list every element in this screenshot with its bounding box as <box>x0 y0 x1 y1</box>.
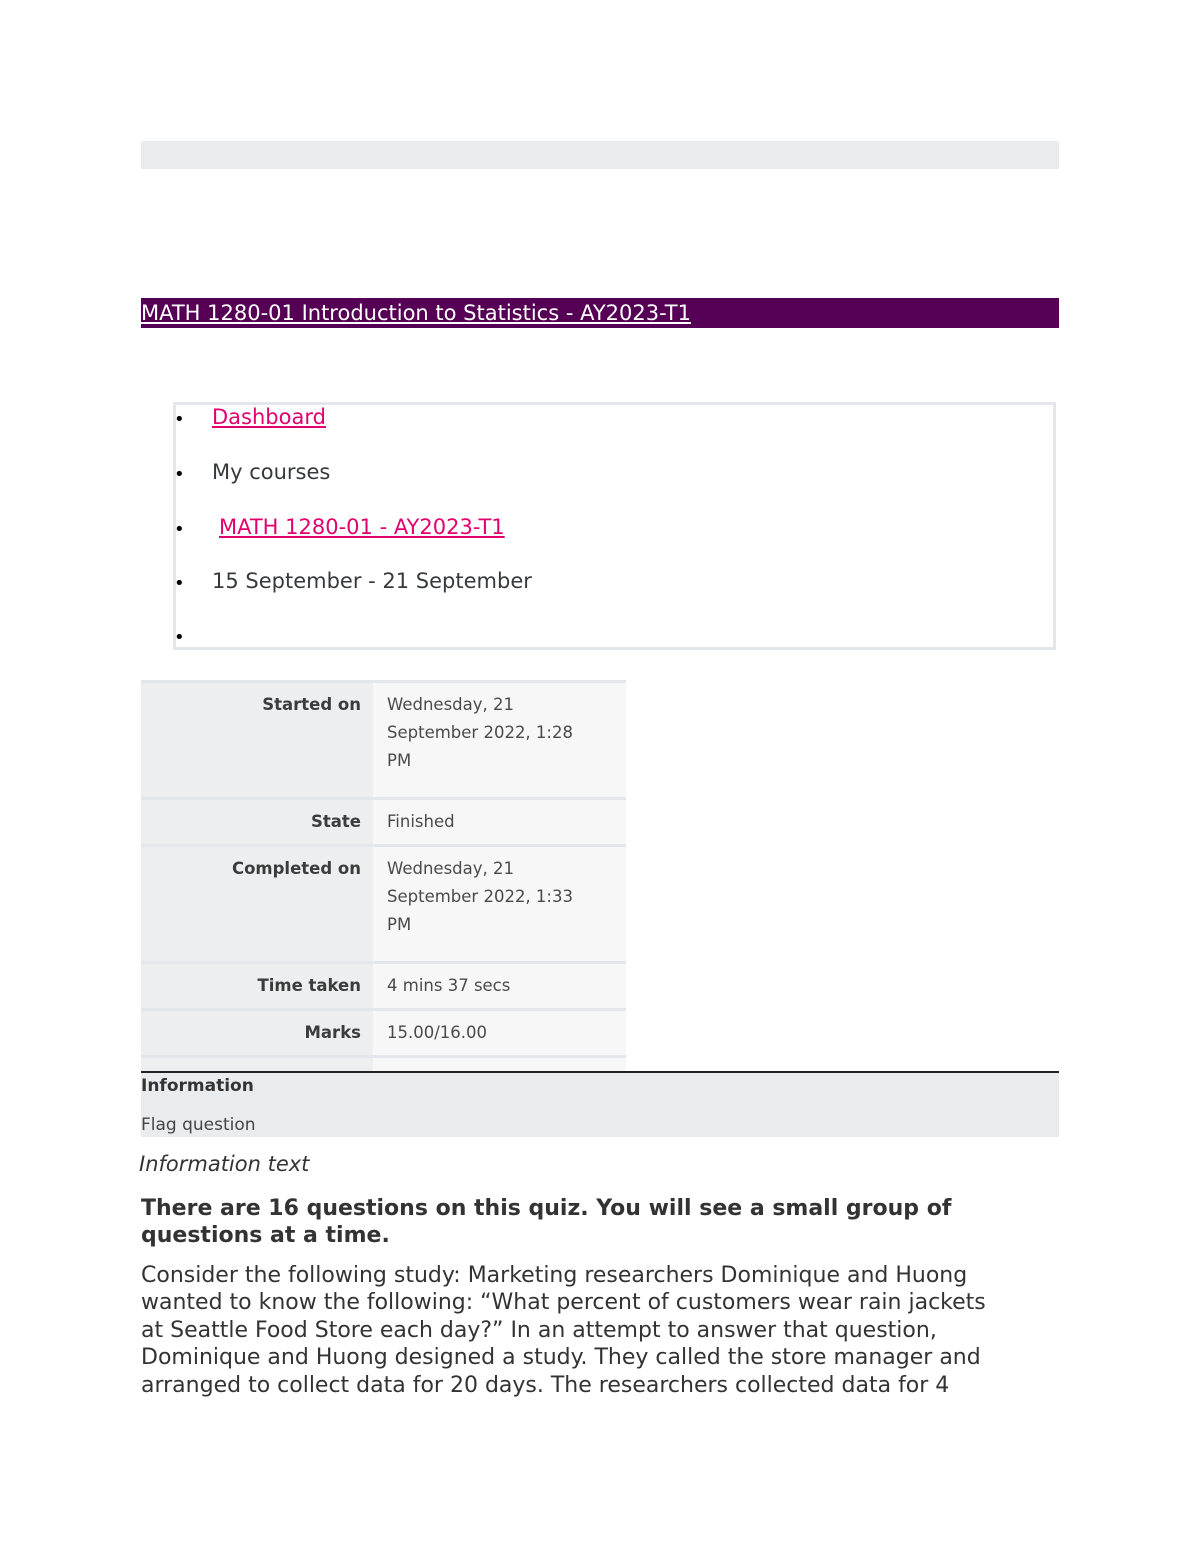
study-line: arranged to collect data for 20 days. The researchers collected data for 4 <box>141 1372 950 1398</box>
breadcrumb <box>173 402 1056 650</box>
marks-value: 15.00/16.00 <box>373 1010 626 1057</box>
table-row <box>141 682 626 799</box>
quiz-summary-table <box>141 680 626 1102</box>
table-row <box>141 846 626 963</box>
completed-on-label: Completed on <box>141 846 373 963</box>
marks-label: Marks <box>141 1010 373 1057</box>
study-line: at Seattle Food Store each day?” In an attempt to answer that question, <box>141 1317 937 1343</box>
course-link[interactable]: MATH 1280-01 - AY2023-T1 <box>219 515 505 539</box>
table-row <box>141 799 626 846</box>
state-label: State <box>141 799 373 846</box>
study-line: Consider the following study: Marketing researchers Dominique and Huong <box>141 1263 968 1288</box>
information-block <box>141 1071 1059 1137</box>
bullet-icon: • <box>174 519 185 540</box>
quiz-intro: There are 16 questions on this quiz. You will see a small group of questions at a time. <box>141 1196 952 1248</box>
state-value: Finished <box>373 799 626 846</box>
time-taken-label: Time taken <box>141 963 373 1010</box>
bullet-icon: • <box>174 464 185 485</box>
top-bar <box>141 141 1059 169</box>
bullet-icon: • <box>174 409 185 430</box>
information-title: Information <box>141 1076 254 1096</box>
week-label: 15 September - 21 September <box>212 569 532 593</box>
course-banner <box>141 298 1059 328</box>
bullet-icon: • <box>174 573 185 594</box>
study-line: Dominique and Huong designed a study. They called the store manager and <box>141 1345 981 1371</box>
bullet-icon: • <box>174 627 185 648</box>
dashboard-link[interactable]: Dashboard <box>212 405 326 429</box>
started-on-value: Wednesday, 21 September 2022, 1:28 PM <box>373 682 626 799</box>
my-courses-label: My courses <box>212 460 331 484</box>
study-description <box>141 1262 1059 1399</box>
table-row <box>141 963 626 1010</box>
time-taken-value: 4 mins 37 secs <box>373 963 626 1010</box>
started-on-label: Started on <box>141 682 373 799</box>
table-row <box>141 1010 626 1057</box>
completed-on-value: Wednesday, 21 September 2022, 1:33 PM <box>373 846 626 963</box>
study-line: wanted to know the following: “What percent of customers wear rain jackets <box>141 1290 986 1316</box>
course-title-link[interactable]: MATH 1280-01 Introduction to Statistics - AY2023-T1 <box>141 301 691 325</box>
flag-question-button[interactable]: Flag question <box>141 1115 256 1135</box>
information-text-heading: Information text <box>139 1152 310 1176</box>
